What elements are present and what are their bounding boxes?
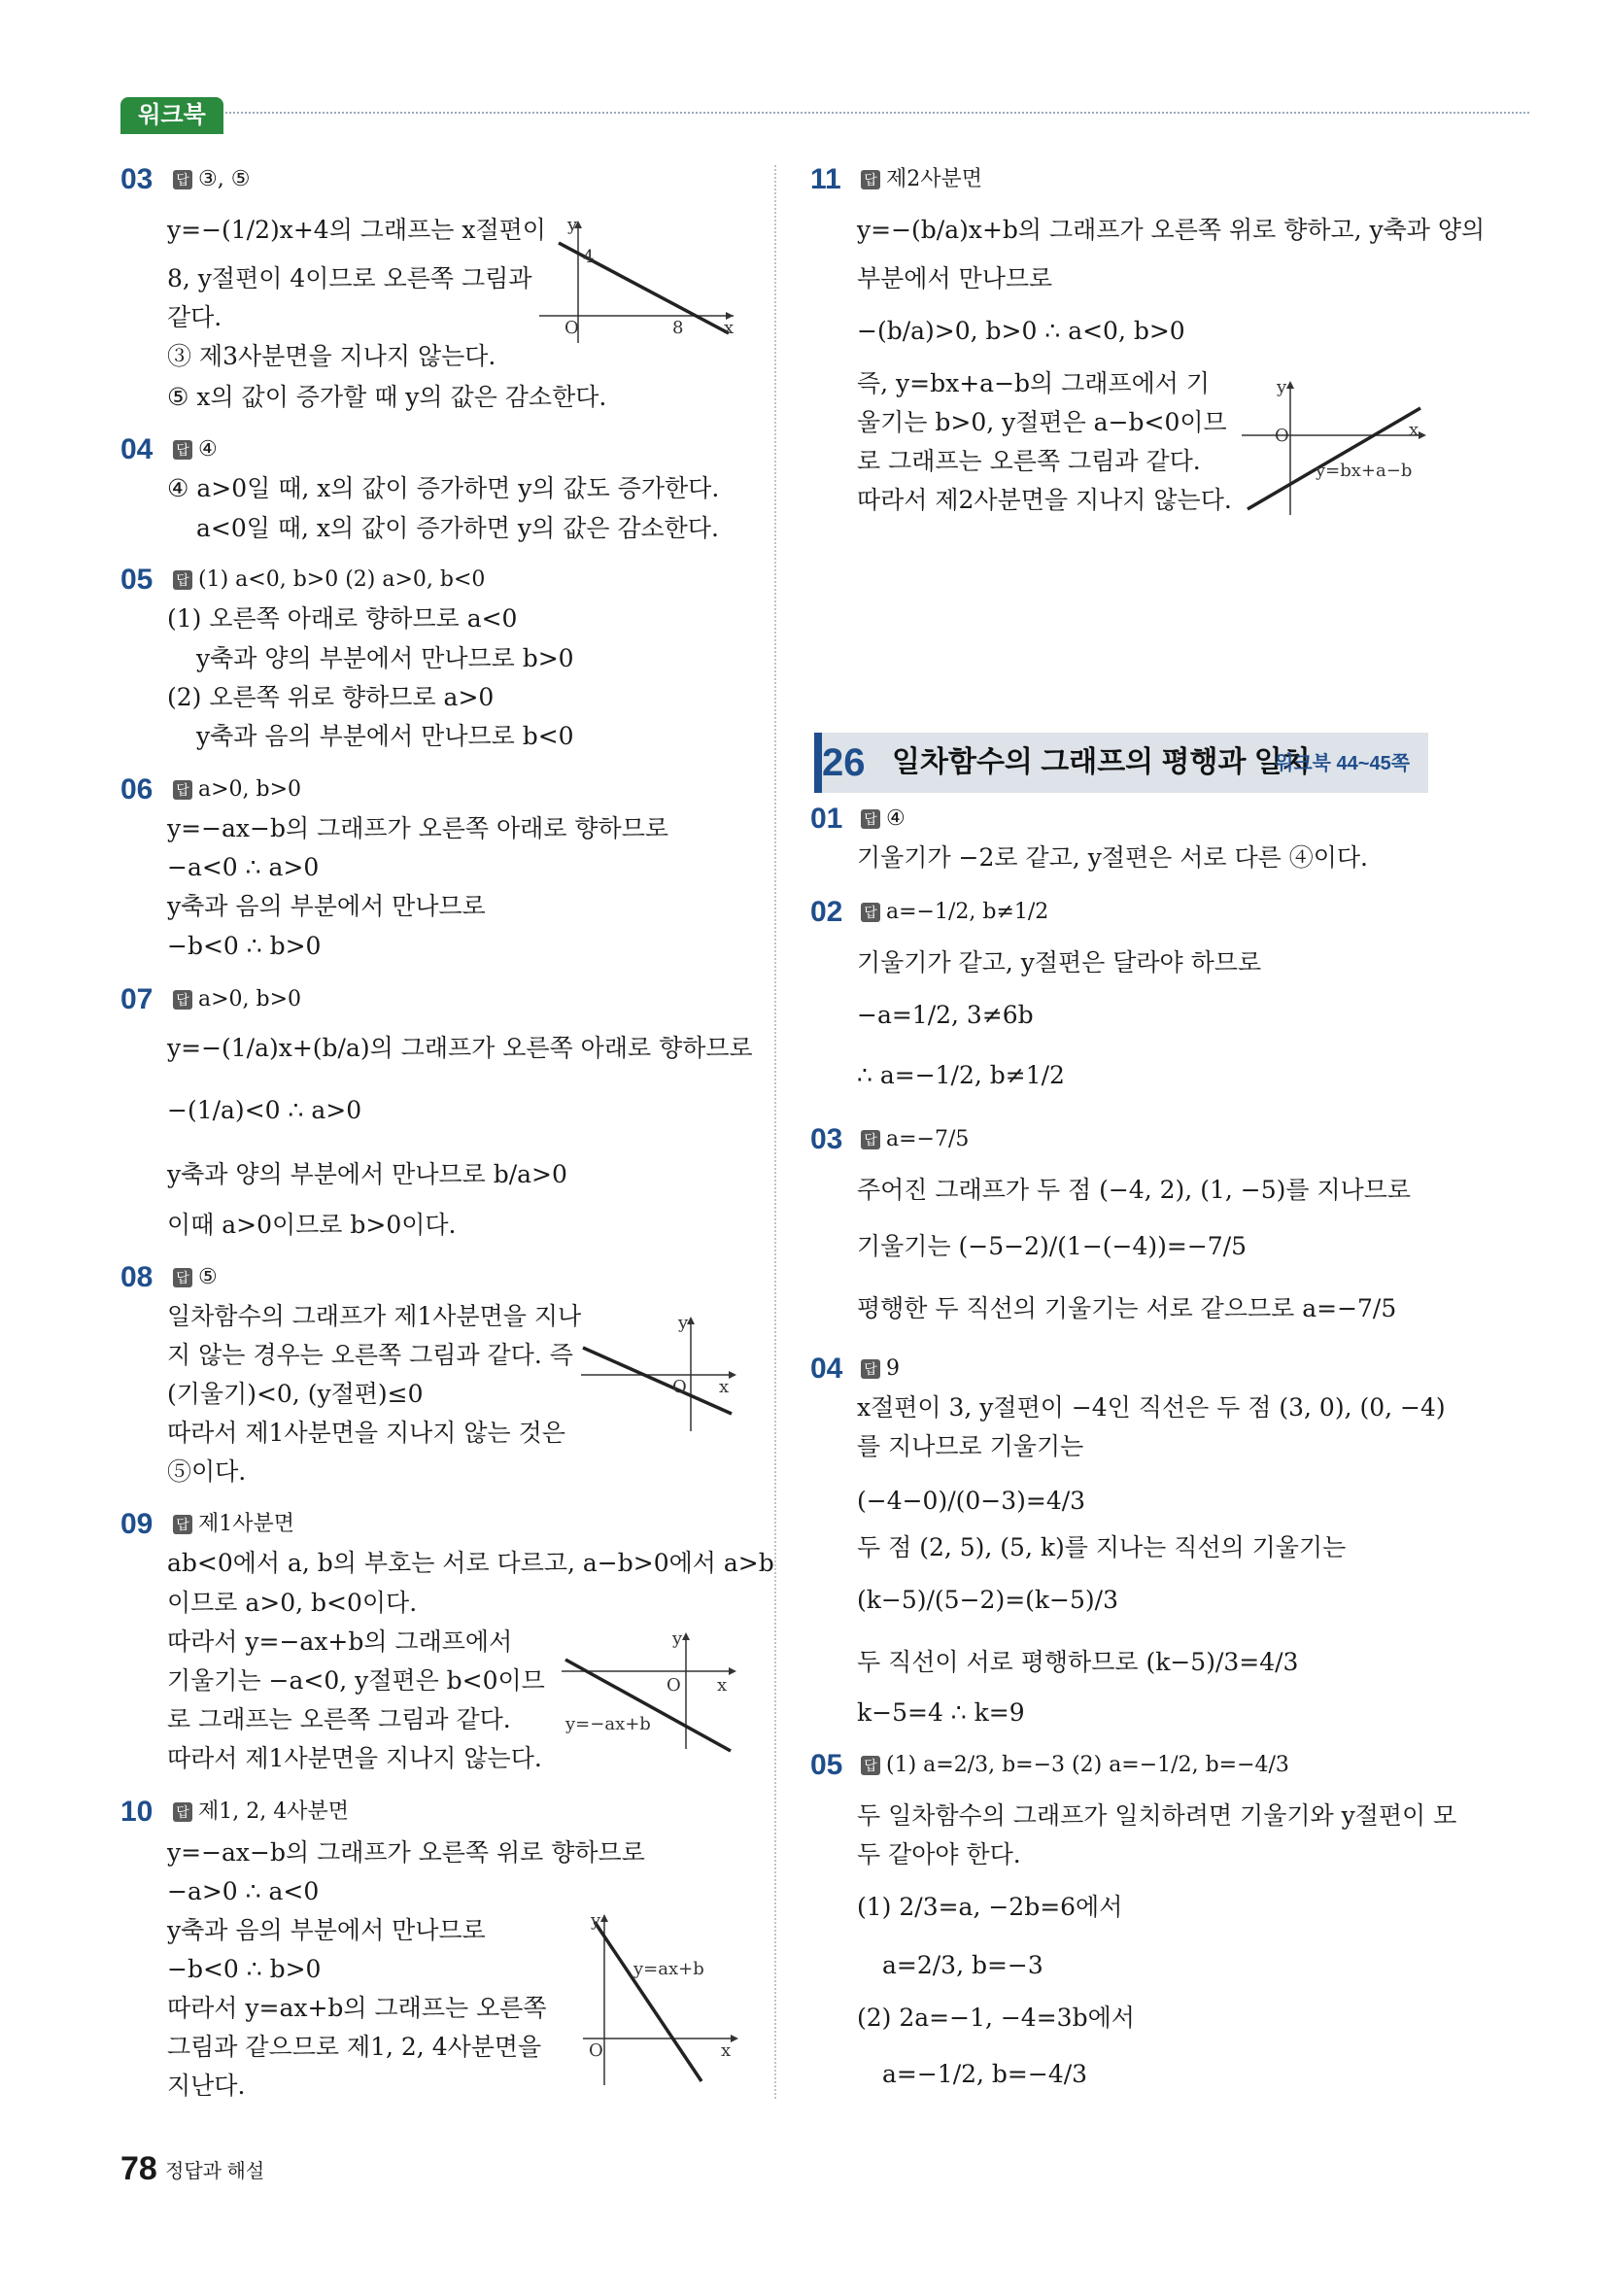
y-tick-label: 4	[583, 247, 595, 267]
answer-text: a>0, b>0	[198, 777, 302, 802]
answer-line	[861, 1125, 969, 1154]
solution-line: y축과 음의 부분에서 만나므로 b<0	[196, 722, 574, 750]
solution-line: −a<0 ∴ a>0	[167, 853, 320, 881]
answer-line	[173, 985, 301, 1014]
problem-number: 05	[810, 1749, 843, 1781]
solution-line: 두 직선이 서로 평행하므로 (k−5)/3=4/3	[857, 1648, 1299, 1676]
answer-text: a>0, b>0	[198, 987, 302, 1011]
answer-text: a=−7/5	[886, 1127, 970, 1151]
x-axis-label: x	[724, 318, 735, 338]
solution-line: ⑤ x의 값이 증가할 때 y의 값은 감소한다.	[167, 383, 607, 411]
solution-line: y=−ax−b의 그래프가 오른쪽 위로 향하므로	[167, 1838, 645, 1867]
answer-badge: 답	[173, 570, 192, 590]
answer-text: a=−1/2, b≠1/2	[886, 900, 1049, 924]
solution-line: y축과 음의 부분에서 만나므로	[167, 1916, 486, 1944]
solution-line: ∴ a=−1/2, b≠1/2	[857, 1061, 1065, 1089]
answer-text: 제2사분면	[886, 167, 983, 191]
answer-text: 제1, 2, 4사분면	[198, 1799, 349, 1824]
answer-badge: 답	[173, 780, 192, 800]
y-axis-label: y	[672, 1628, 683, 1649]
x-axis-label: x	[719, 1377, 730, 1397]
answer-text: ③, ⑤	[198, 167, 251, 191]
graph-10	[583, 1910, 738, 2089]
problem-number: 06	[120, 773, 154, 805]
origin-label: O	[589, 2040, 603, 2061]
answer-line	[173, 1510, 294, 1539]
answer-text: ④	[198, 437, 218, 462]
solution-line: y=−ax−b의 그래프가 오른쪽 아래로 향하므로	[167, 814, 669, 842]
answer-badge: 답	[861, 1359, 880, 1379]
solution-line: 두 같아야 한다.	[857, 1840, 1021, 1868]
solution-line: −b<0 ∴ b>0	[167, 932, 322, 960]
solution-line: y=−(1/a)x+(b/a)의 그래프가 오른쪽 아래로 향하므로	[167, 1034, 753, 1062]
answer-line	[861, 898, 1048, 927]
answer-badge: 답	[173, 990, 192, 1010]
solution-line: 즉, y=bx+a−b의 그래프에서 기	[857, 369, 1210, 397]
line-label: y=−ax+b	[565, 1714, 651, 1734]
answer-line	[861, 165, 982, 194]
solution-line: 부분에서 만나므로	[857, 264, 1053, 292]
problem-number: 02	[810, 896, 843, 928]
solution-line: a=−1/2, b=−4/3	[882, 2060, 1088, 2088]
solution-line: 같다.	[167, 303, 222, 331]
solution-line: y축과 양의 부분에서 만나므로 b/a>0	[167, 1160, 567, 1188]
section-workbook-ref: 워크북 44~45쪽	[1275, 753, 1411, 774]
x-axis-label: x	[721, 2040, 732, 2061]
problem-number: 07	[120, 983, 154, 1015]
solution-line: 로 그래프는 오른쪽 그림과 같다.	[167, 1705, 511, 1733]
origin-label: O	[667, 1675, 681, 1696]
solution-line: (2) 2a=−1, −4=3b에서	[857, 2004, 1135, 2032]
section-title: 일차함수의 그래프의 평행과 일치	[892, 746, 1311, 778]
answer-badge: 답	[173, 1802, 192, 1822]
solution-line: 따라서 제1사분면을 지나지 않는 것은	[167, 1419, 565, 1447]
section-number: 26	[822, 741, 866, 784]
answer-badge: 답	[173, 1268, 192, 1287]
solution-line: −(b/a)>0, b>0 ∴ a<0, b>0	[857, 317, 1185, 345]
problem-number: 03	[120, 163, 154, 195]
answer-badge: 답	[861, 903, 880, 922]
answer-text: ④	[886, 806, 906, 831]
solution-line: 기울기는 (−5−2)/(1−(−4))=−7/5	[857, 1232, 1248, 1260]
answer-text: 9	[886, 1356, 900, 1381]
graph-11	[1242, 377, 1426, 517]
answer-line	[173, 165, 250, 194]
solution-line: k−5=4 ∴ k=9	[857, 1698, 1025, 1727]
solution-line: 그림과 같으므로 제1, 2, 4사분면을	[167, 2033, 542, 2061]
answer-badge: 답	[861, 1130, 880, 1149]
problem-number: 09	[120, 1508, 154, 1540]
answer-line	[173, 775, 301, 805]
solution-line: 지난다.	[167, 2072, 246, 2100]
solution-line: (−4−0)/(0−3)=4/3	[857, 1487, 1086, 1515]
solution-line: 기울기가 −2로 같고, y절편은 서로 다른 ④이다.	[857, 843, 1368, 872]
origin-label: O	[564, 318, 579, 338]
solution-line: (k−5)/(5−2)=(k−5)/3	[857, 1586, 1118, 1614]
solution-line: 울기는 b>0, y절편은 a−b<0이므	[857, 408, 1227, 436]
answer-line	[861, 1354, 900, 1384]
solution-line: x절편이 3, y절편이 −4인 직선은 두 점 (3, 0), (0, −4)	[857, 1393, 1446, 1422]
solution-line: (1) 2/3=a, −2b=6에서	[857, 1893, 1123, 1921]
answer-badge: 답	[861, 170, 880, 189]
solution-line: 를 지나므로 기울기는	[857, 1432, 1084, 1460]
x-axis-label: x	[717, 1675, 728, 1696]
solution-line: (1) 오른쪽 아래로 향하므로 a<0	[167, 604, 518, 633]
solution-line: ③ 제3사분면을 지나지 않는다.	[167, 342, 496, 370]
line-label: y=bx+a−b	[1316, 461, 1413, 481]
solution-line: a<0일 때, x의 값이 증가하면 y의 값은 감소한다.	[196, 514, 719, 542]
solution-line: 8, y절편이 4이므로 오른쪽 그림과	[167, 264, 532, 292]
column-divider	[774, 165, 776, 2099]
answer-text: 제1사분면	[198, 1512, 295, 1536]
solution-line: ab<0에서 a, b의 부호는 서로 다르고, a−b>0에서 a>b	[167, 1549, 774, 1577]
problem-number: 03	[810, 1123, 843, 1155]
solution-line: ⑤이다.	[167, 1457, 247, 1486]
answer-text: (1) a=2/3, b=−3 (2) a=−1/2, b=−4/3	[886, 1753, 1289, 1777]
answer-badge: 답	[861, 1756, 880, 1775]
solution-line: 평행한 두 직선의 기울기는 서로 같으므로 a=−7/5	[857, 1294, 1397, 1322]
solution-line: y=−(b/a)x+b의 그래프가 오른쪽 위로 향하고, y축과 양의	[857, 216, 1486, 244]
x-tick-label: 8	[672, 318, 684, 338]
graph-08	[581, 1313, 736, 1433]
solution-line: 두 점 (2, 5), (5, k)를 지나는 직선의 기울기는	[857, 1533, 1347, 1561]
problem-number: 08	[120, 1261, 154, 1293]
solution-line: 이므로 a>0, b<0이다.	[167, 1589, 418, 1617]
solution-line: 따라서 y=ax+b의 그래프는 오른쪽	[167, 1994, 547, 2022]
answer-badge: 답	[173, 1515, 192, 1534]
graph-03	[539, 215, 735, 345]
solution-line: 기울기는 −a<0, y절편은 b<0이므	[167, 1666, 545, 1695]
solution-line: (2) 오른쪽 위로 향하므로 a>0	[167, 683, 495, 711]
problem-number: 10	[120, 1796, 154, 1828]
answer-badge: 답	[173, 170, 192, 189]
solution-line: −b<0 ∴ b>0	[167, 1955, 322, 1983]
solution-line: (기울기)<0, (y절편)≤0	[167, 1380, 424, 1408]
problem-number: 11	[810, 163, 841, 195]
answer-badge: 답	[173, 440, 192, 460]
header-divider	[225, 112, 1529, 114]
y-axis-label: y	[678, 1313, 689, 1333]
graph-09	[562, 1628, 736, 1759]
problem-number: 05	[120, 564, 154, 596]
answer-line	[861, 1751, 1289, 1780]
solution-line: −(1/a)<0 ∴ a>0	[167, 1096, 362, 1124]
solution-line: a=2/3, b=−3	[882, 1951, 1043, 1979]
page-number: 78	[120, 2150, 157, 2187]
page-label: 정답과 해설	[165, 2161, 265, 2182]
problem-number: 01	[810, 803, 843, 835]
solution-line: 일차함수의 그래프가 제1사분면을 지나	[167, 1302, 582, 1330]
solution-line: 기울기가 같고, y절편은 달라야 하므로	[857, 948, 1262, 977]
y-axis-label: y	[567, 215, 578, 235]
workbook-tab: 워크북	[120, 97, 223, 134]
solution-line: 따라서 제1사분면을 지나지 않는다.	[167, 1744, 542, 1772]
answer-badge: 답	[861, 809, 880, 829]
origin-label: O	[1275, 426, 1289, 446]
solution-line: −a>0 ∴ a<0	[167, 1877, 320, 1905]
solution-line: ④ a>0일 때, x의 값이 증가하면 y의 값도 증가한다.	[167, 474, 720, 502]
answer-line	[173, 435, 218, 464]
y-axis-label: y	[591, 1910, 601, 1931]
solution-line: y축과 양의 부분에서 만나므로 b>0	[196, 644, 574, 672]
answer-line	[173, 1263, 218, 1292]
solution-line: 따라서 제2사분면을 지나지 않는다.	[857, 486, 1232, 514]
problem-number: 04	[120, 433, 154, 465]
solution-line: y=−(1/2)x+4의 그래프는 x절편이	[167, 216, 546, 244]
solution-line: 지 않는 경우는 오른쪽 그림과 같다. 즉	[167, 1341, 573, 1369]
solution-line: 따라서 y=−ax+b의 그래프에서	[167, 1628, 513, 1656]
solution-line: y축과 음의 부분에서 만나므로	[167, 892, 486, 920]
answer-line	[173, 1798, 349, 1827]
solution-line: 주어진 그래프가 두 점 (−4, 2), (1, −5)를 지나므로	[857, 1176, 1412, 1204]
answer-text: ⑤	[198, 1265, 218, 1289]
x-axis-label: x	[1409, 420, 1419, 440]
y-axis-label: y	[1277, 377, 1287, 397]
answer-line	[173, 565, 485, 595]
problem-number: 04	[810, 1353, 843, 1385]
solution-line: −a=1/2, 3≠6b	[857, 1001, 1034, 1029]
solution-line: 로 그래프는 오른쪽 그림과 같다.	[857, 447, 1201, 475]
answer-line	[861, 805, 906, 834]
origin-label: O	[672, 1377, 687, 1397]
solution-line: 두 일차함수의 그래프가 일치하려면 기울기와 y절편이 모	[857, 1801, 1457, 1830]
solution-line: 이때 a>0이므로 b>0이다.	[167, 1211, 457, 1239]
line-label: y=ax+b	[633, 1959, 704, 1979]
answer-text: (1) a<0, b>0 (2) a>0, b<0	[198, 567, 486, 592]
